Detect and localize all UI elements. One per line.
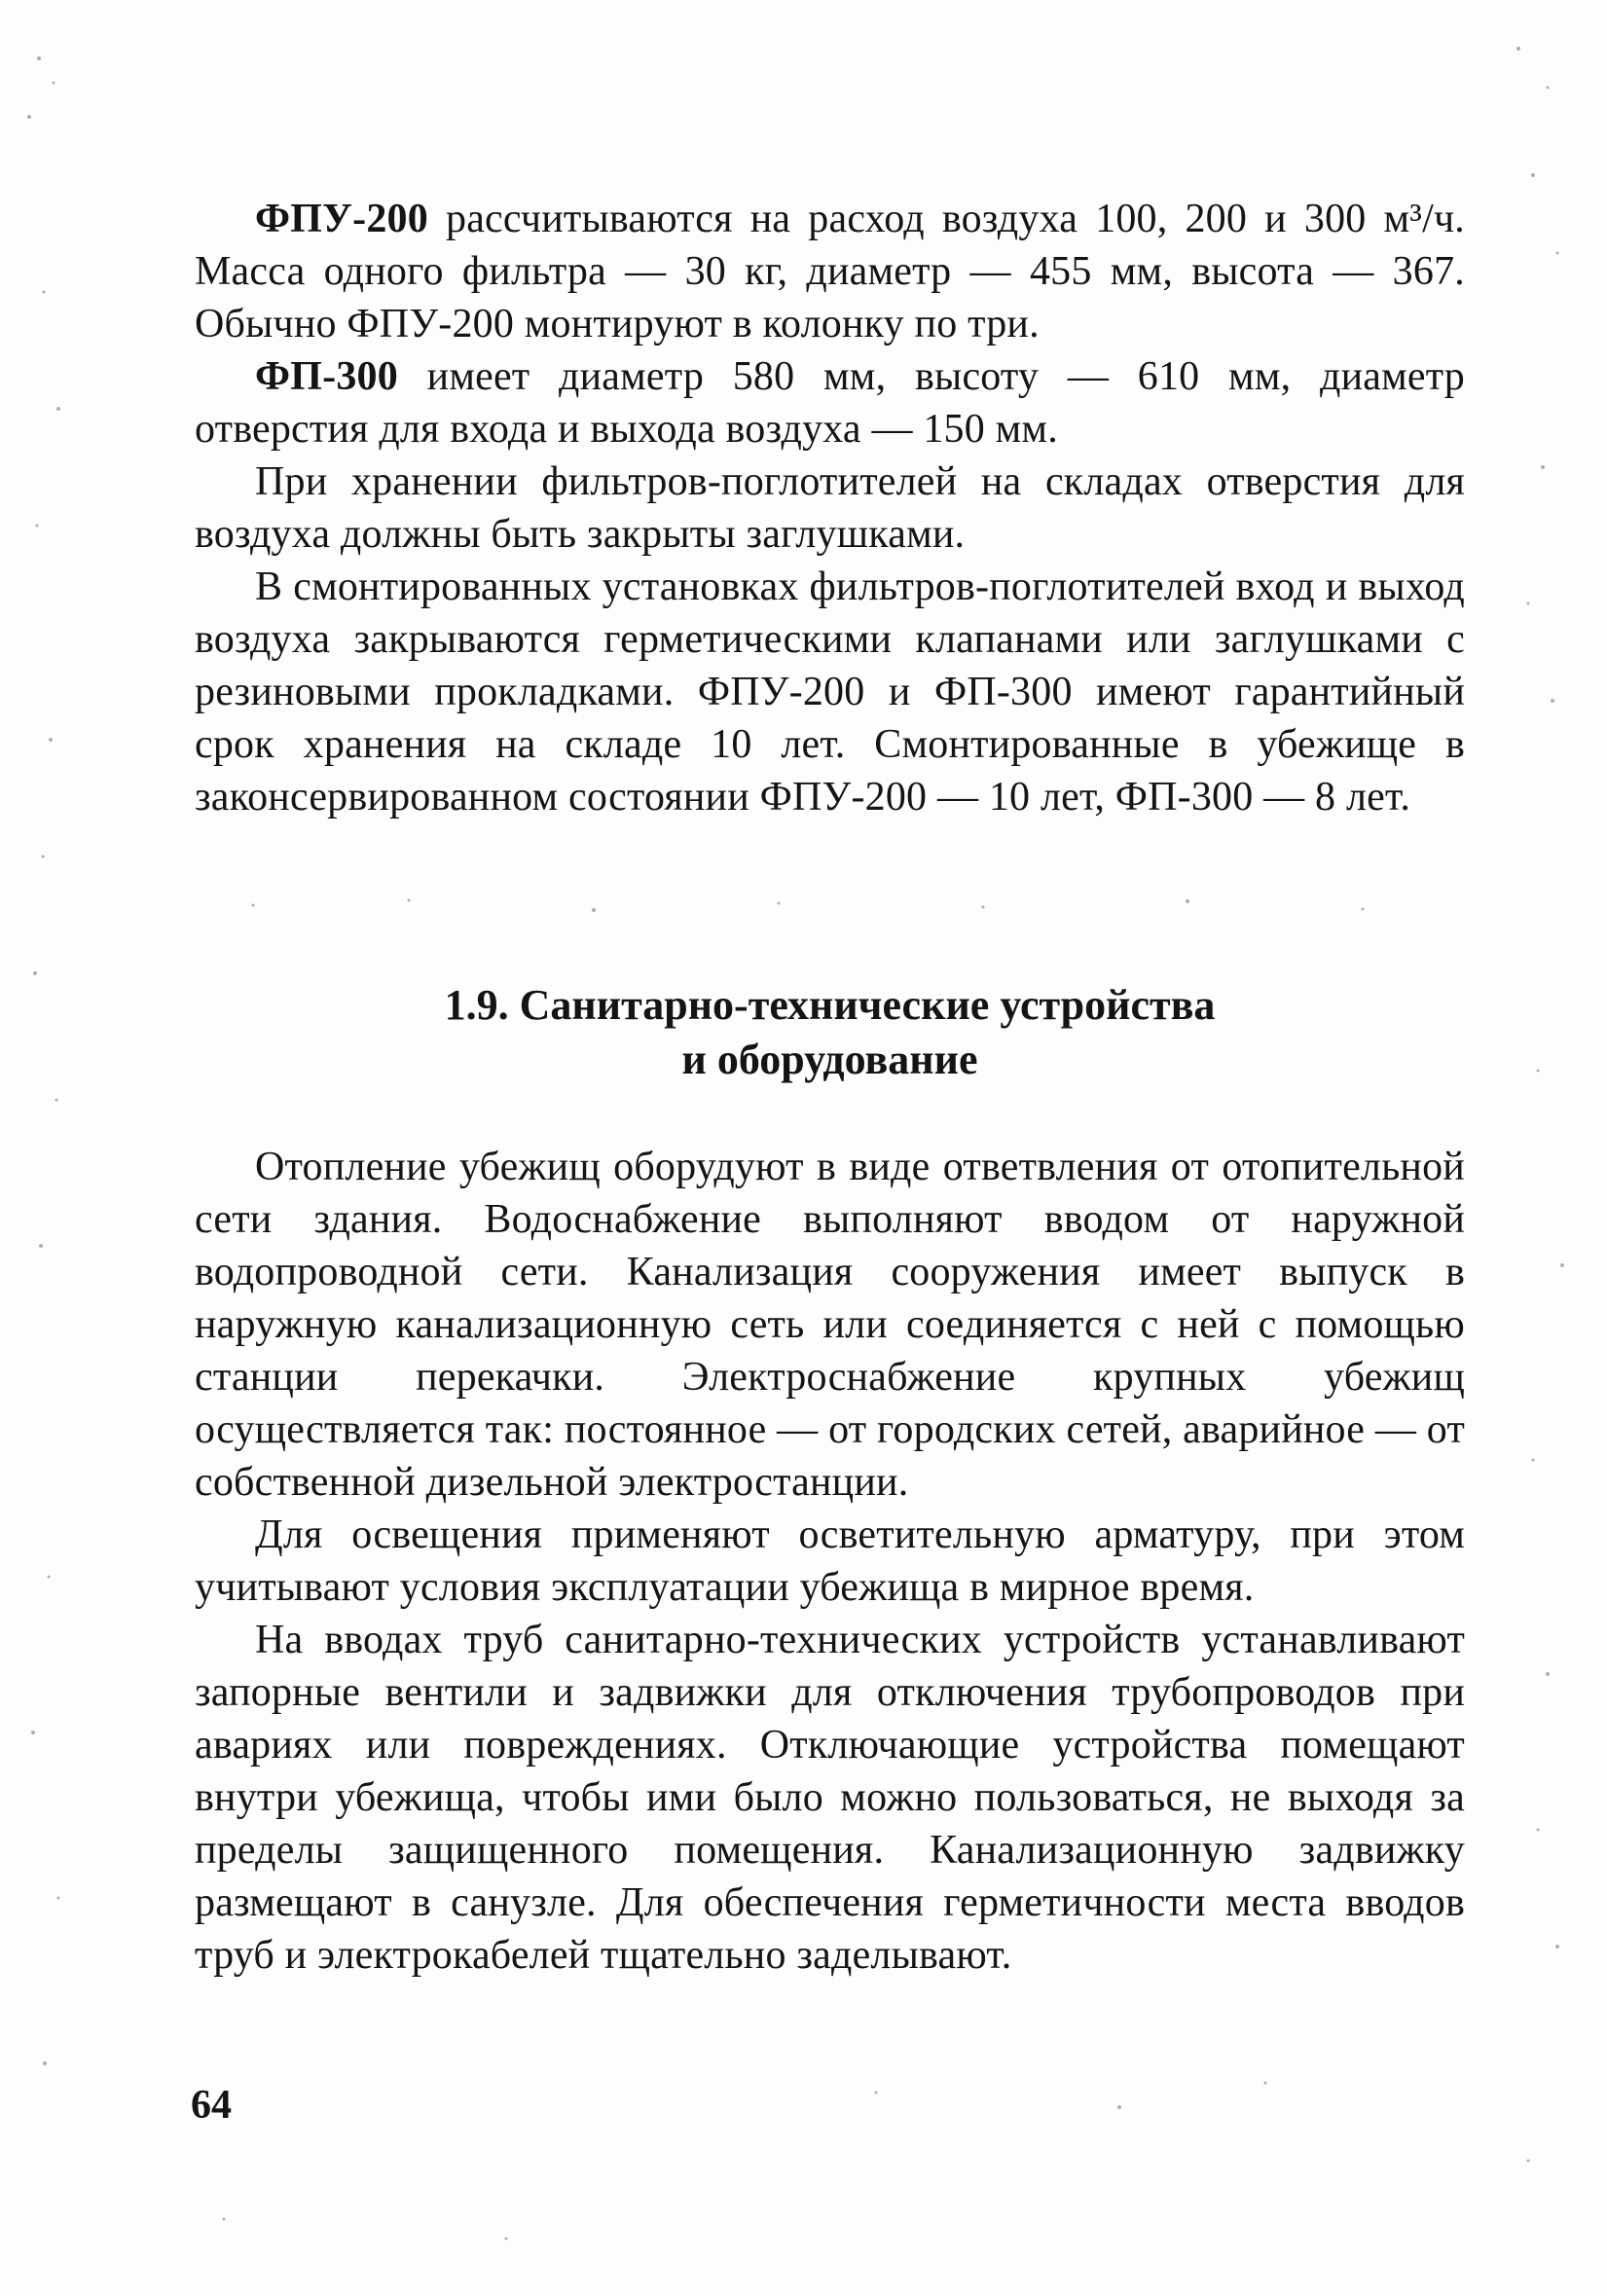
- paragraph-text: В смонтированных установках фильтров-поглотителей вход и выход воздуха закрываются герметическими клапанами или заглушками с резиновыми прокладками. ФПУ-200 и ФП-300 имеют гарантийный срок хранения на складе 10 лет. Смонтированные в убежище в законсервированном состоянии ФПУ-200 — 10 лет, ФП-300 — 8 лет.: [195, 565, 1465, 820]
- paragraph-heating: [195, 1141, 1465, 1509]
- paragraph-installation: [195, 561, 1465, 823]
- paragraph-pipes: [195, 1614, 1465, 1982]
- paragraph-lighting: [195, 1509, 1465, 1614]
- paragraph-fp-300: [195, 350, 1465, 456]
- heading-line-1: 1.9. Санитарно-технические устройства: [444, 981, 1216, 1029]
- paragraph-text: На вводах труб санитарно-технических устройств устанавливают запорные вентили и задвижки для отключения трубопроводов при авариях или повреждениях. Отключающие устройства помещают внутри убежища, чтобы ими было можно пользоваться, не выходя за пределы защищенного помещения. Канализационную задвижку размещают в санузле. Для обеспечения герметичности места вводов труб и электрокабелей тщательно заделывают.: [195, 1618, 1465, 1978]
- paragraph-text: имеет диаметр 580 мм, высоту — 610 мм, диаметр отверстия для входа и выхода воздуха — 150 мм.: [195, 354, 1465, 452]
- paragraph-text: рассчитываются на расход воздуха 100, 200 и 300 м³/ч. Масса одного фильтра — 30 кг, диаметр — 455 мм, высота — 367. Обычно ФПУ-200 монтируют в колонку по три.: [195, 197, 1465, 346]
- page-number: 64: [191, 2083, 232, 2128]
- paragraph-storage: [195, 456, 1465, 561]
- section-heading: [195, 978, 1465, 1087]
- term-fp-300: ФП-300: [255, 354, 398, 399]
- section-body: [195, 1141, 1465, 1982]
- paragraph-fpu-200: [195, 193, 1465, 350]
- heading-line-2: и оборудование: [681, 1036, 978, 1083]
- paragraph-text: Для освещения применяют осветительную арматуру, при этом учитывают условия эксплуатации убежища в мирное время.: [195, 1512, 1465, 1610]
- term-fpu-200: ФПУ-200: [255, 197, 428, 241]
- upper-text-block: [195, 193, 1465, 823]
- paragraph-text: Отопление убежищ оборудуют в виде ответвления от отопительной сети здания. Водоснабжение выполняют вводом от наружной водопроводной сети. Канализация сооружения имеет выпуск в наружную канализационную сеть или соединяется с ней с помощью станции перекачки. Электроснабжение крупных убежищ осуществляется так: постоянное — от городских сетей, аварийное — от собственной дизельной электростанции.: [195, 1145, 1465, 1505]
- paragraph-text: При хранении фильтров-поглотителей на складах отверстия для воздуха должны быть закрыты заглушками.: [195, 459, 1465, 557]
